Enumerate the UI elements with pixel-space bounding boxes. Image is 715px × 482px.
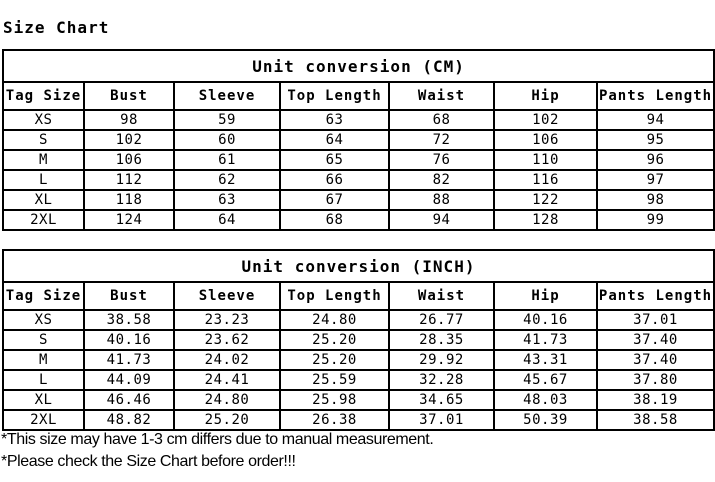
table-title-row [3, 250, 714, 282]
measurement-cell: 67 [280, 190, 389, 210]
measurement-cell: 106 [84, 150, 174, 170]
table-header-row [3, 282, 714, 310]
measurement-cell: 41.73 [84, 350, 174, 370]
measurement-cell: 118 [84, 190, 174, 210]
measurement-cell: 50.39 [494, 410, 597, 430]
table-row [3, 150, 714, 170]
measurement-cell: 98 [597, 190, 714, 210]
footnote-measurement: *This size may have 1-3 cm differs due to manual measurement. [1, 431, 434, 448]
measurement-cell: 37.01 [389, 410, 494, 430]
measurement-cell: 59 [174, 110, 280, 130]
measurement-cell: 98 [84, 110, 174, 130]
measurement-cell: 122 [494, 190, 597, 210]
table-title-inch: Unit conversion (INCH) [3, 250, 714, 282]
measurement-cell: 60 [174, 130, 280, 150]
measurement-cell: 25.59 [280, 370, 389, 390]
measurement-cell: 82 [389, 170, 494, 190]
tag-size-cell: M [3, 150, 84, 170]
measurement-cell: 44.09 [84, 370, 174, 390]
measurement-cell: 95 [597, 130, 714, 150]
table-title-cm: Unit conversion (CM) [3, 50, 714, 82]
column-header: Bust [84, 282, 174, 310]
measurement-cell: 96 [597, 150, 714, 170]
measurement-cell: 37.01 [597, 310, 714, 330]
tag-size-cell: XS [3, 310, 84, 330]
measurement-cell: 63 [174, 190, 280, 210]
measurement-cell: 24.02 [174, 350, 280, 370]
measurement-cell: 99 [597, 210, 714, 230]
measurement-cell: 41.73 [494, 330, 597, 350]
measurement-cell: 128 [494, 210, 597, 230]
tag-size-cell: XS [3, 110, 84, 130]
column-header: Waist [389, 82, 494, 110]
column-header: Pants Length [597, 82, 714, 110]
tag-size-cell: S [3, 130, 84, 150]
table-row [3, 390, 714, 410]
measurement-cell: 38.19 [597, 390, 714, 410]
measurement-cell: 26.38 [280, 410, 389, 430]
tag-size-cell: M [3, 350, 84, 370]
column-header: Top Length [280, 282, 389, 310]
column-header: Tag Size [3, 282, 84, 310]
measurement-cell: 40.16 [84, 330, 174, 350]
column-header: Tag Size [3, 82, 84, 110]
table-row [3, 170, 714, 190]
table-row [3, 330, 714, 350]
measurement-cell: 48.03 [494, 390, 597, 410]
measurement-cell: 64 [174, 210, 280, 230]
column-header: Hip [494, 282, 597, 310]
measurement-cell: 106 [494, 130, 597, 150]
column-header: Sleeve [174, 282, 280, 310]
measurement-cell: 97 [597, 170, 714, 190]
footnotes [1, 429, 433, 473]
column-header: Pants Length [597, 282, 714, 310]
measurement-cell: 25.98 [280, 390, 389, 410]
table-row [3, 410, 714, 430]
measurement-cell: 23.23 [174, 310, 280, 330]
measurement-cell: 124 [84, 210, 174, 230]
measurement-cell: 26.77 [389, 310, 494, 330]
table-row [3, 350, 714, 370]
table-header-row [3, 82, 714, 110]
column-header: Waist [389, 282, 494, 310]
tag-size-cell: 2XL [3, 210, 84, 230]
measurement-cell: 34.65 [389, 390, 494, 410]
measurement-cell: 40.16 [494, 310, 597, 330]
measurement-cell: 32.28 [389, 370, 494, 390]
measurement-cell: 46.46 [84, 390, 174, 410]
measurement-cell: 38.58 [84, 310, 174, 330]
footnote-check-chart: *Please check the Size Chart before order!!! [1, 453, 296, 470]
size-table-inch [2, 249, 715, 431]
measurement-cell: 76 [389, 150, 494, 170]
column-header: Hip [494, 82, 597, 110]
measurement-cell: 37.80 [597, 370, 714, 390]
measurement-cell: 61 [174, 150, 280, 170]
tag-size-cell: L [3, 170, 84, 190]
table-row [3, 190, 714, 210]
size-table-cm [2, 49, 715, 231]
measurement-cell: 37.40 [597, 350, 714, 370]
column-header: Top Length [280, 82, 389, 110]
tag-size-cell: L [3, 370, 84, 390]
measurement-cell: 25.20 [280, 330, 389, 350]
table-row [3, 110, 714, 130]
measurement-cell: 25.20 [174, 410, 280, 430]
table-row [3, 370, 714, 390]
measurement-cell: 24.80 [174, 390, 280, 410]
measurement-cell: 64 [280, 130, 389, 150]
measurement-cell: 116 [494, 170, 597, 190]
column-header: Bust [84, 82, 174, 110]
measurement-cell: 72 [389, 130, 494, 150]
measurement-cell: 48.82 [84, 410, 174, 430]
table-row [3, 130, 714, 150]
measurement-cell: 112 [84, 170, 174, 190]
table-row [3, 310, 714, 330]
page-title: Size Chart [3, 18, 110, 37]
measurement-cell: 63 [280, 110, 389, 130]
measurement-cell: 88 [389, 190, 494, 210]
measurement-cell: 94 [389, 210, 494, 230]
measurement-cell: 23.62 [174, 330, 280, 350]
measurement-cell: 37.40 [597, 330, 714, 350]
measurement-cell: 62 [174, 170, 280, 190]
measurement-cell: 110 [494, 150, 597, 170]
measurement-cell: 65 [280, 150, 389, 170]
measurement-cell: 24.80 [280, 310, 389, 330]
tag-size-cell: S [3, 330, 84, 350]
measurement-cell: 24.41 [174, 370, 280, 390]
measurement-cell: 68 [389, 110, 494, 130]
tag-size-cell: XL [3, 190, 84, 210]
measurement-cell: 29.92 [389, 350, 494, 370]
measurement-cell: 25.20 [280, 350, 389, 370]
measurement-cell: 28.35 [389, 330, 494, 350]
measurement-cell: 94 [597, 110, 714, 130]
tag-size-cell: XL [3, 390, 84, 410]
measurement-cell: 43.31 [494, 350, 597, 370]
measurement-cell: 45.67 [494, 370, 597, 390]
measurement-cell: 102 [84, 130, 174, 150]
table-title-row [3, 50, 714, 82]
column-header: Sleeve [174, 82, 280, 110]
measurement-cell: 66 [280, 170, 389, 190]
measurement-cell: 38.58 [597, 410, 714, 430]
measurement-cell: 68 [280, 210, 389, 230]
table-row [3, 210, 714, 230]
measurement-cell: 102 [494, 110, 597, 130]
tag-size-cell: 2XL [3, 410, 84, 430]
